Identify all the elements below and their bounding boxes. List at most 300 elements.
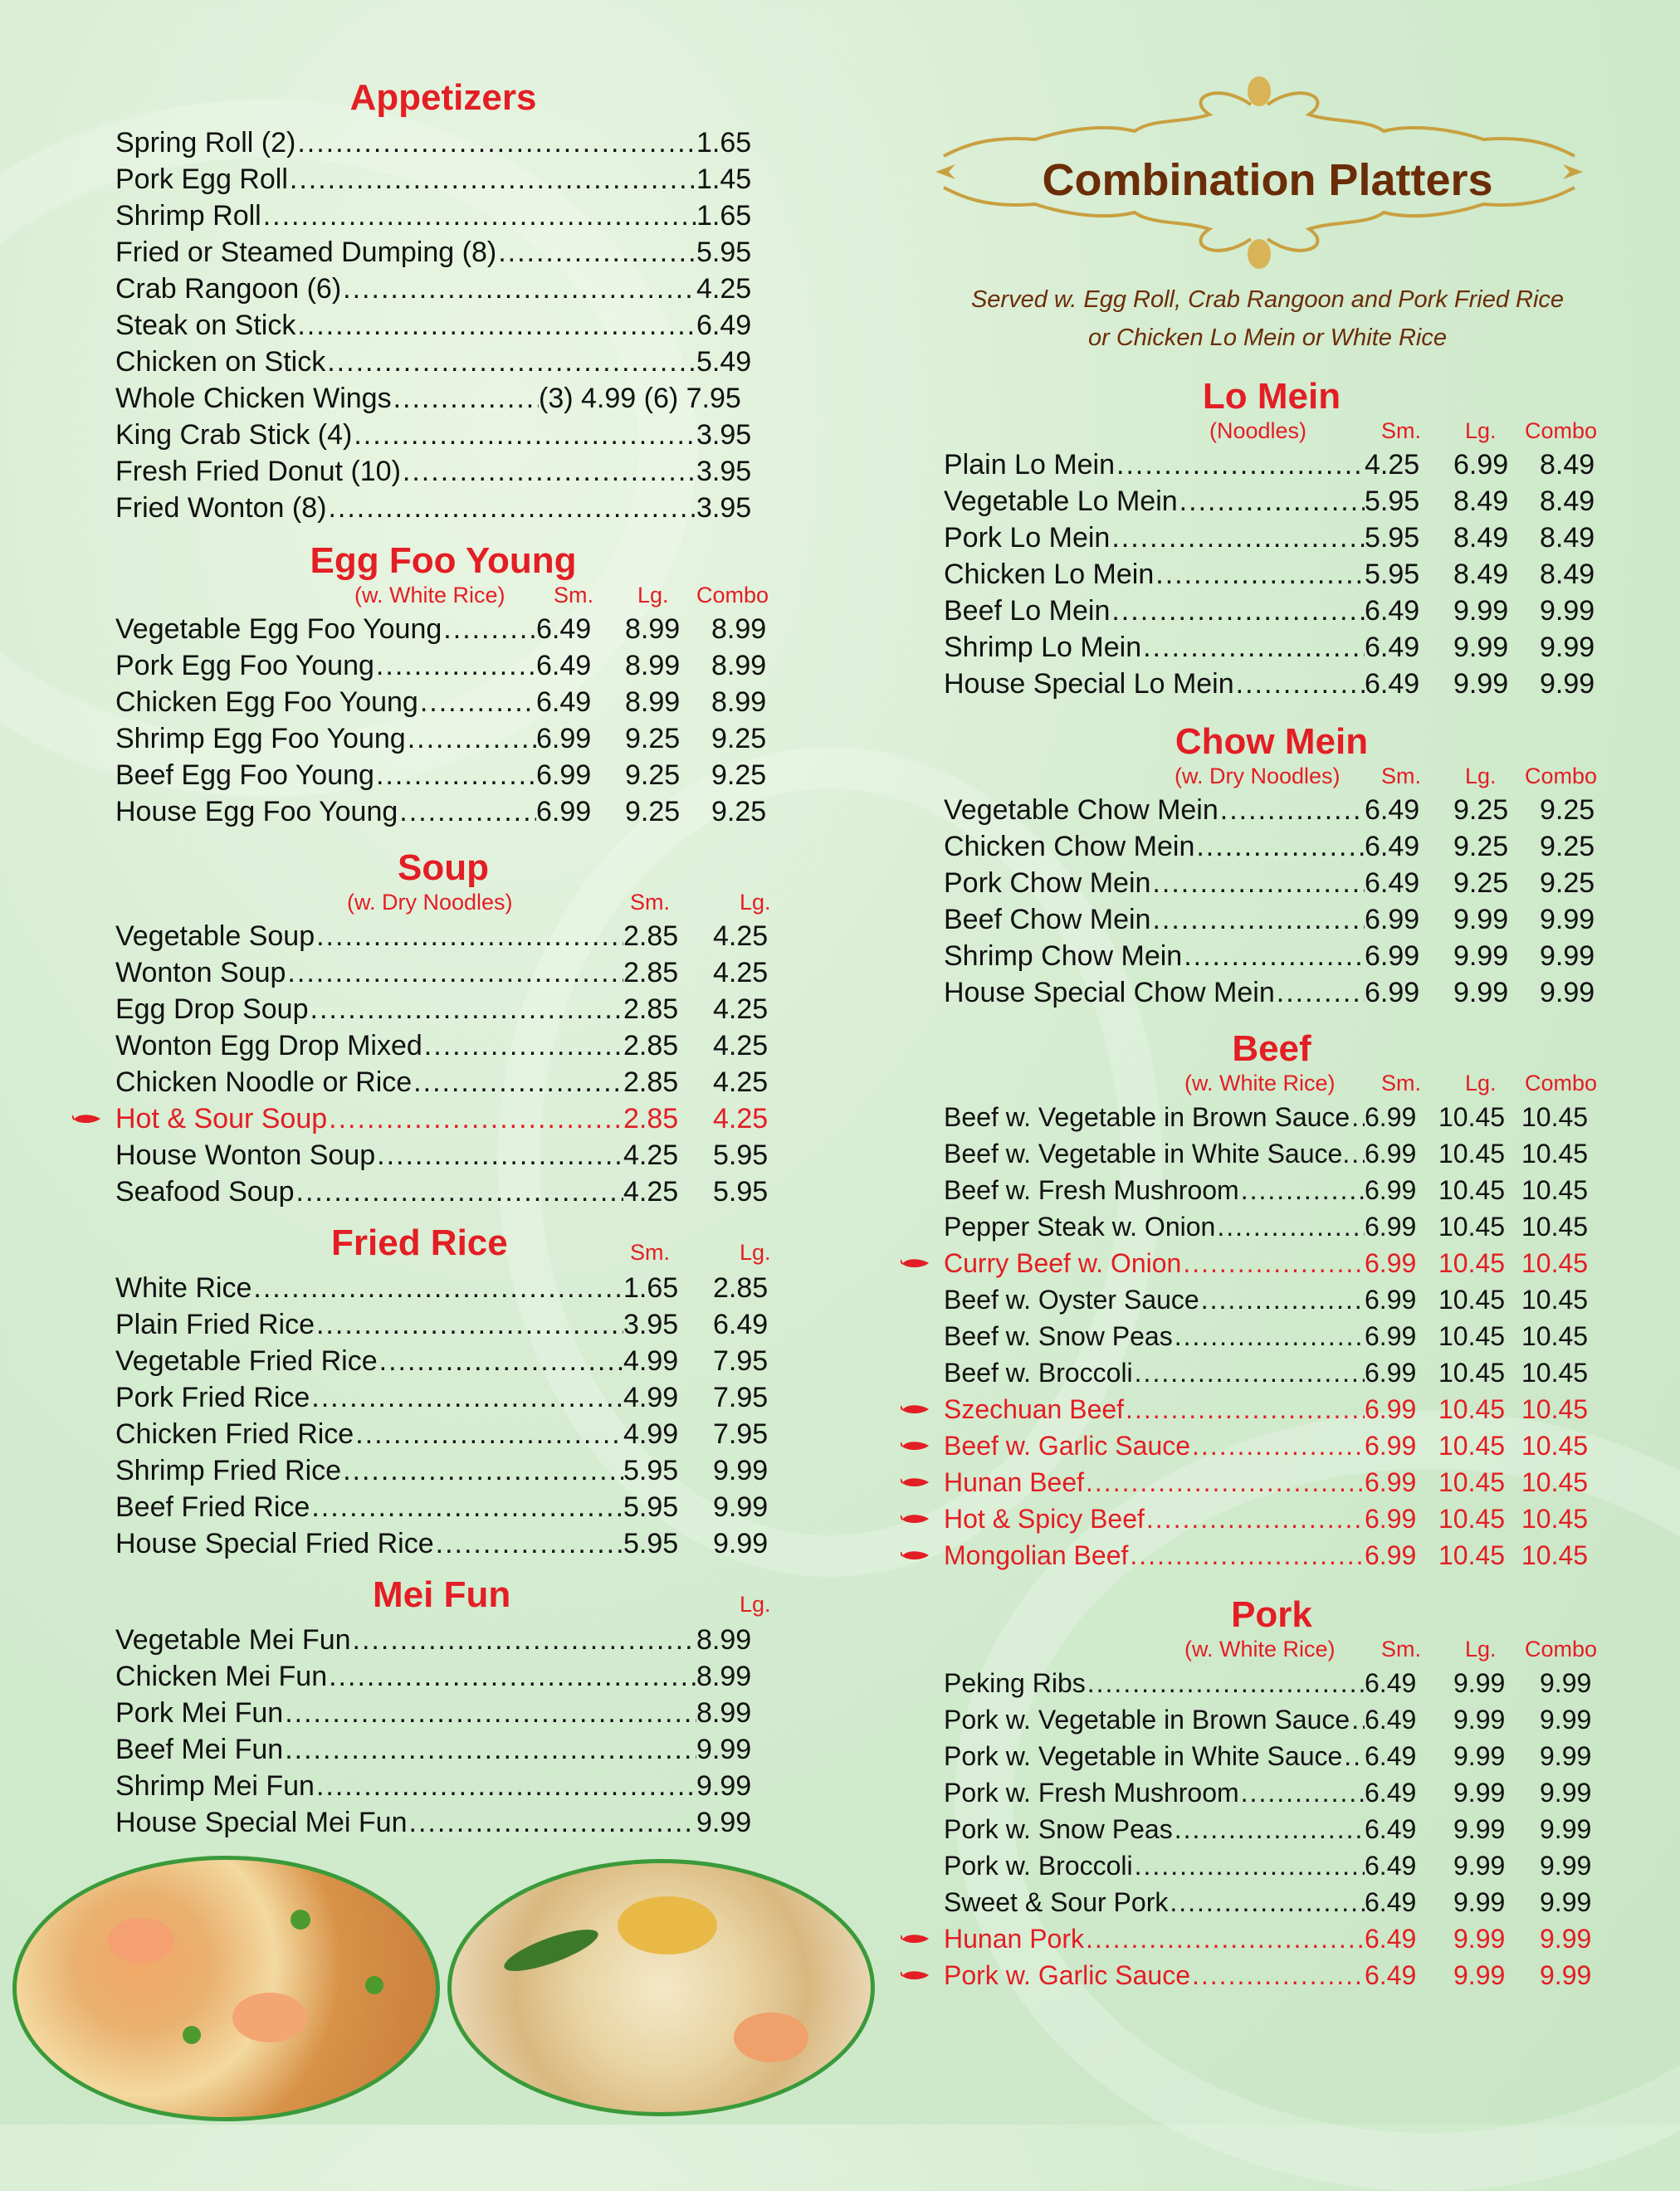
menu-item-name: Shrimp Mei Fun [115,1770,315,1802]
dot-leader [424,1027,623,1064]
menu-item-name-leader [115,490,696,526]
dot-leader [328,490,696,526]
price-small: 6.49 [1365,1887,1417,1917]
menu-item-name-leader [944,593,1365,629]
menu-item-name: Fried or Steamed Dumping (8) [115,237,497,268]
mei-fun-title: Mei Fun [373,1574,511,1615]
menu-item-name: Pork w. Garlic Sauce [944,1960,1190,1990]
soup-list [115,918,771,1210]
pork-column-headers [944,1637,1599,1665]
menu-item-row [944,1099,1599,1135]
menu-item-name-leader [944,1135,1365,1172]
menu-item-name-leader [944,1738,1365,1774]
menu-item-name-leader [944,1701,1365,1738]
dot-leader [343,271,696,307]
menu-item-row [115,918,771,954]
price-small: 6.99 [1365,940,1420,972]
menu-item-name-leader [944,1884,1365,1920]
menu-item-name-leader [115,720,536,757]
menu-item-name: Sweet & Sour Pork [944,1887,1169,1917]
menu-item-row [115,991,771,1027]
chili-pepper-icon [72,1112,102,1125]
menu-item-name-leader [115,684,536,720]
price-large: 9.99 [713,1528,769,1559]
price-small: 6.99 [1365,977,1420,1008]
dot-leader [1175,1811,1365,1847]
price-small: 6.49 [1365,632,1420,663]
menu-item-price: 5.95 [696,237,752,268]
menu-item-row [944,901,1599,938]
dot-leader [1217,1208,1365,1245]
dot-leader [1086,1920,1365,1957]
price-combo: 9.99 [1540,1887,1592,1917]
menu-item-row [944,1847,1599,1884]
price-small: 6.99 [536,723,592,754]
menu-item-name-leader [115,1174,623,1210]
price-small: 4.99 [623,1382,679,1413]
menu-item-name: House Egg Foo Young [115,796,398,827]
dot-leader [409,1804,696,1841]
dot-leader [327,344,696,380]
menu-item-name-leader [944,1847,1365,1884]
menu-item-row [115,271,771,307]
price-combo: 9.99 [1540,1668,1592,1698]
menu-item-name: Wonton Egg Drop Mixed [115,1030,422,1061]
menu-item-name-leader [944,1501,1365,1537]
menu-item-name: Beef w. Vegetable in Brown Sauce [944,1102,1350,1132]
pea-icon [183,2026,201,2044]
price-large: 10.45 [1438,1394,1506,1424]
menu-item-name-leader [115,793,536,830]
price-small: 6.49 [1365,1924,1417,1954]
chili-pepper-icon [901,1549,930,1562]
dot-leader [1277,974,1365,1011]
menu-item-row [115,124,771,161]
menu-item-name-leader [115,124,696,161]
price-small: 6.99 [1365,1467,1417,1497]
menu-item-name: Chicken Egg Foo Young [115,686,418,718]
sm-header: Sm. [630,1240,671,1265]
price-small: 6.99 [1365,904,1420,935]
menu-item-name-leader [115,1064,623,1100]
lg-header: Lg. [637,583,669,608]
price-small: 4.99 [623,1345,679,1377]
menu-item-row [944,1701,1599,1738]
menu-item-name: Chicken Chow Mein [944,831,1195,862]
menu-item-row [944,1135,1599,1172]
price-large: 4.25 [713,1103,769,1135]
menu-item-name-leader [944,1427,1365,1464]
menu-item-name: Peking Ribs [944,1668,1086,1698]
menu-item-name-leader [944,483,1365,520]
menu-item-row [115,307,771,344]
menu-item-price: 1.65 [696,127,752,159]
chow-mein-note: (w. Dry Noodles) [1175,764,1341,788]
price-small: 5.95 [1365,522,1420,554]
menu-item-name: Hunan Beef [944,1467,1085,1497]
menu-item-name-leader [944,1774,1365,1811]
price-combo: 10.45 [1521,1431,1589,1461]
menu-item-name-leader [944,1811,1365,1847]
menu-item-name-leader [944,1245,1365,1281]
menu-item-row [944,974,1599,1011]
menu-item-row [944,629,1599,666]
right-menu-column [944,73,1599,1993]
price-large: 9.99 [1453,977,1509,1008]
menu-item-name: Chicken Mei Fun [115,1661,328,1692]
menu-item-name: Vegetable Lo Mein [944,486,1178,517]
pork-note: (w. White Rice) [1184,1637,1336,1662]
menu-item-name-leader [115,380,539,417]
price-large: 4.25 [713,993,769,1025]
price-large: 6.99 [1453,449,1509,481]
price-combo: 8.49 [1540,486,1595,517]
pea-icon [365,1976,383,1994]
menu-item-row [944,1245,1599,1281]
menu-item-row [944,1738,1599,1774]
menu-item-row [115,1731,771,1768]
dot-leader [297,124,696,161]
menu-item-name-leader [944,1099,1365,1135]
menu-item-name-leader [944,629,1365,666]
dot-leader [311,1379,623,1416]
price-large: 10.45 [1438,1321,1506,1351]
menu-item-price: 8.99 [696,1697,752,1729]
menu-item-name-leader [115,1343,623,1379]
chow-mein-list [944,792,1599,1011]
price-large: 9.99 [1453,940,1509,972]
menu-item-name: House Wonton Soup [115,1139,376,1171]
price-large: 9.99 [1453,668,1509,700]
price-combo: 9.99 [1540,1814,1592,1844]
dot-leader [408,720,536,757]
dot-leader [1146,1501,1365,1537]
menu-item-name: Chicken Fried Rice [115,1418,354,1450]
menu-item-row [115,1622,771,1658]
menu-item-row [115,1174,771,1210]
price-large: 10.45 [1438,1248,1506,1278]
menu-item-row [115,1137,771,1174]
egg-foo-young-title: Egg Foo Young [310,540,577,581]
price-large: 9.25 [1453,794,1509,826]
herb-garnish-icon [500,1921,602,1979]
dot-leader [311,1489,623,1525]
price-small: 6.49 [1365,831,1420,862]
dot-leader [354,417,696,453]
dot-leader [1351,1701,1365,1738]
price-small: 6.99 [1365,1212,1417,1242]
price-large: 9.99 [1453,1778,1506,1808]
price-combo: 10.45 [1521,1212,1589,1242]
menu-item-name: Hunan Pork [944,1924,1084,1954]
menu-item-name-leader [944,446,1365,483]
lg-header: Lg. [1465,764,1497,788]
menu-item-name-leader [944,520,1365,556]
price-large: 8.99 [625,650,681,681]
price-combo: 9.25 [711,796,767,827]
menu-item-name-leader [944,666,1365,702]
price-combo: 9.99 [1540,1778,1592,1808]
price-large: 9.25 [625,759,681,791]
dot-leader [1241,1774,1365,1811]
price-combo: 9.99 [1540,1705,1592,1735]
price-small: 6.99 [1365,1175,1417,1205]
menu-item-row [944,1774,1599,1811]
menu-item-name: Fried Wonton (8) [115,492,327,524]
menu-item-name-leader [115,1489,623,1525]
menu-item-row [115,1768,771,1804]
menu-item-row [115,198,771,234]
menu-item-row [115,954,771,991]
fried-rice-title: Fried Rice [331,1222,508,1263]
menu-item-name-leader [115,1658,696,1695]
dot-leader [353,1622,696,1658]
price-small: 6.49 [1365,1960,1417,1990]
dot-leader [316,1768,696,1804]
shrimp-icon [232,1993,307,2042]
price-small: 4.25 [1365,449,1420,481]
menu-item-name: Plain Fried Rice [115,1309,315,1340]
menu-item-row [115,161,771,198]
shrimp-icon [734,2013,808,2062]
menu-item-row [944,828,1599,865]
menu-item-name: Steak on Stick [115,310,296,341]
left-menu-column [115,77,771,1841]
menu-item-row [115,1379,771,1416]
price-small: 6.99 [1365,1248,1417,1278]
menu-item-row [944,593,1599,629]
menu-item-name: Crab Rangoon (6) [115,273,342,305]
price-large: 9.99 [713,1491,769,1523]
price-small: 6.49 [1365,1668,1417,1698]
menu-item-name: Beef Chow Mein [944,904,1151,935]
beef-list [944,1099,1599,1574]
price-small: 6.49 [1365,794,1420,826]
menu-item-name: Beef Fried Rice [115,1491,310,1523]
menu-item-name: Shrimp Fried Rice [115,1455,342,1486]
price-small: 6.99 [1365,1139,1417,1169]
price-small: 2.85 [623,993,679,1025]
dot-leader [1111,520,1365,556]
price-large: 9.99 [1453,904,1509,935]
menu-item-price: 1.65 [696,200,752,232]
menu-item-price: 6.49 [696,310,752,341]
price-large: 5.95 [713,1139,769,1171]
menu-item-name-leader [115,1768,696,1804]
dot-leader [1152,865,1365,901]
menu-item-name-leader [944,1318,1365,1354]
menu-item-name: Whole Chicken Wings [115,383,392,414]
menu-item-row [115,1064,771,1100]
menu-item-name: Shrimp Lo Mein [944,632,1142,663]
dot-leader [443,611,536,647]
menu-item-row [115,1804,771,1841]
price-combo: 9.25 [1540,794,1595,826]
menu-item-name: Pork w. Snow Peas [944,1814,1173,1844]
menu-item-name-leader [944,792,1365,828]
dot-leader [285,1695,696,1731]
menu-item-name: Curry Beef w. Onion [944,1248,1182,1278]
menu-item-price: 3.95 [696,419,752,451]
price-large: 8.99 [625,613,681,645]
dot-leader [296,1174,623,1210]
chili-pepper-icon [901,1512,930,1525]
price-combo: 8.99 [711,686,767,718]
dot-leader [1344,1738,1365,1774]
price-small: 6.49 [536,686,592,718]
chili-pepper-icon [901,1969,930,1982]
price-large: 10.45 [1438,1285,1506,1315]
dot-leader [1236,666,1365,702]
price-large: 10.45 [1438,1139,1506,1169]
beef-column-headers [944,1071,1599,1099]
price-large: 7.95 [713,1382,769,1413]
menu-item-row [944,1464,1599,1501]
price-small: 4.25 [623,1139,679,1171]
combo-subtitle-line-2: or Chicken Lo Mein or White Rice [1088,325,1447,351]
menu-item-name: Vegetable Chow Mein [944,794,1218,826]
menu-item-name-leader [115,1027,623,1064]
menu-item-row [115,1416,771,1452]
price-small: 2.85 [623,1066,679,1098]
menu-item-name-leader [944,1665,1365,1701]
price-combo: 10.45 [1521,1504,1589,1534]
menu-item-name-leader [944,1281,1365,1318]
price-combo: 10.45 [1521,1248,1589,1278]
price-large: 8.49 [1453,522,1509,554]
price-combo: 8.49 [1540,522,1595,554]
menu-item-row [944,1920,1599,1957]
price-large: 8.49 [1453,486,1509,517]
menu-item-name-leader [944,901,1365,938]
menu-item-row [115,611,771,647]
menu-item-row [115,1658,771,1695]
menu-item-name-leader [944,1391,1365,1427]
price-combo: 9.99 [1540,668,1595,700]
price-large: 9.99 [1453,1668,1506,1698]
menu-item-price: 5.49 [696,346,752,378]
menu-item-name-leader [115,344,696,380]
price-small: 3.95 [623,1309,679,1340]
menu-item-name: Beef w. Snow Peas [944,1321,1173,1351]
menu-item-name: Plain Lo Mein [944,449,1116,481]
fried-rice-photo [12,1856,440,2121]
dot-leader [1175,1318,1365,1354]
price-large: 9.99 [1453,595,1509,627]
menu-item-name: Pork w. Vegetable in White Sauce [944,1741,1343,1771]
shrimp-icon [108,1918,174,1964]
appetizers-list [115,124,771,526]
price-small: 6.99 [1365,1358,1417,1388]
price-small: 5.95 [623,1491,679,1523]
menu-item-name: Beef Mei Fun [115,1734,284,1765]
sm-header: Sm. [1381,764,1422,788]
price-combo: 8.49 [1540,449,1595,481]
dot-leader [379,1343,623,1379]
dot-leader [316,918,623,954]
dot-leader [1135,1354,1365,1391]
menu-item-name-leader [115,1100,623,1137]
menu-item-row [944,938,1599,974]
menu-item-row [115,1100,771,1137]
menu-item-name: Chicken Lo Mein [944,559,1155,590]
menu-item-row [944,483,1599,520]
menu-item-name: Vegetable Egg Foo Young [115,613,442,645]
price-large: 9.25 [1453,867,1509,899]
dot-leader [498,234,696,271]
price-small: 6.49 [1365,1741,1417,1771]
menu-item-name-leader [944,1537,1365,1574]
chili-pepper-icon [901,1932,930,1945]
price-large: 9.99 [1453,1851,1506,1881]
menu-item-row [944,556,1599,593]
price-large: 9.99 [713,1455,769,1486]
menu-item-name-leader [115,271,696,307]
price-combo: 9.99 [1540,632,1595,663]
dot-leader [329,1658,696,1695]
price-small: 6.99 [1365,1540,1417,1570]
menu-item-name-leader [115,198,696,234]
dot-leader [420,684,536,720]
combo-subtitle-line-1: Served w. Egg Roll, Crab Rangoon and Pork Fried Rice [970,286,1565,313]
price-small: 1.65 [623,1272,679,1304]
menu-item-name-leader [115,1306,623,1343]
price-large: 4.25 [713,1030,769,1061]
lg-header: Lg. [1465,1071,1497,1096]
dot-leader [1155,556,1365,593]
combination-platters-subtitle [944,281,1591,357]
dot-leader [1220,792,1365,828]
menu-item-row [115,490,771,526]
dot-leader [413,1064,623,1100]
menu-item-name: Pork Mei Fun [115,1697,284,1729]
price-combo: 9.99 [1540,1924,1592,1954]
dot-leader [1351,1099,1365,1135]
dot-leader [1126,1391,1365,1427]
menu-item-name-leader [944,556,1365,593]
dot-leader [1179,483,1365,520]
dot-leader [1192,1427,1365,1464]
sm-header: Sm. [630,890,671,915]
mei-fun-photo [447,1859,875,2116]
menu-item-name-leader [944,1920,1365,1957]
menu-item-name: Vegetable Fried Rice [115,1345,378,1377]
menu-item-row [115,1270,771,1306]
soup-column-headers [115,890,771,918]
lo-mein-title: Lo Mein [1202,376,1341,417]
dot-leader [1111,593,1365,629]
dot-leader [253,1270,623,1306]
lg-header: Lg. [1465,418,1497,443]
price-large: 9.99 [1453,1741,1506,1771]
menu-item-row [115,234,771,271]
price-combo: 9.25 [1540,831,1595,862]
price-small: 5.95 [1365,559,1420,590]
price-small: 6.99 [1365,1102,1417,1132]
price-small: 4.99 [623,1418,679,1450]
lo-mein-column-headers [944,418,1599,446]
menu-item-name-leader [944,938,1365,974]
price-combo: 10.45 [1521,1139,1589,1169]
dot-leader [290,161,696,198]
menu-item-row [944,1354,1599,1391]
dot-leader [343,1452,623,1489]
price-small: 5.95 [623,1528,679,1559]
dot-leader [399,793,536,830]
price-large: 10.45 [1438,1358,1506,1388]
dot-leader [1143,629,1365,666]
price-combo: 10.45 [1521,1102,1589,1132]
